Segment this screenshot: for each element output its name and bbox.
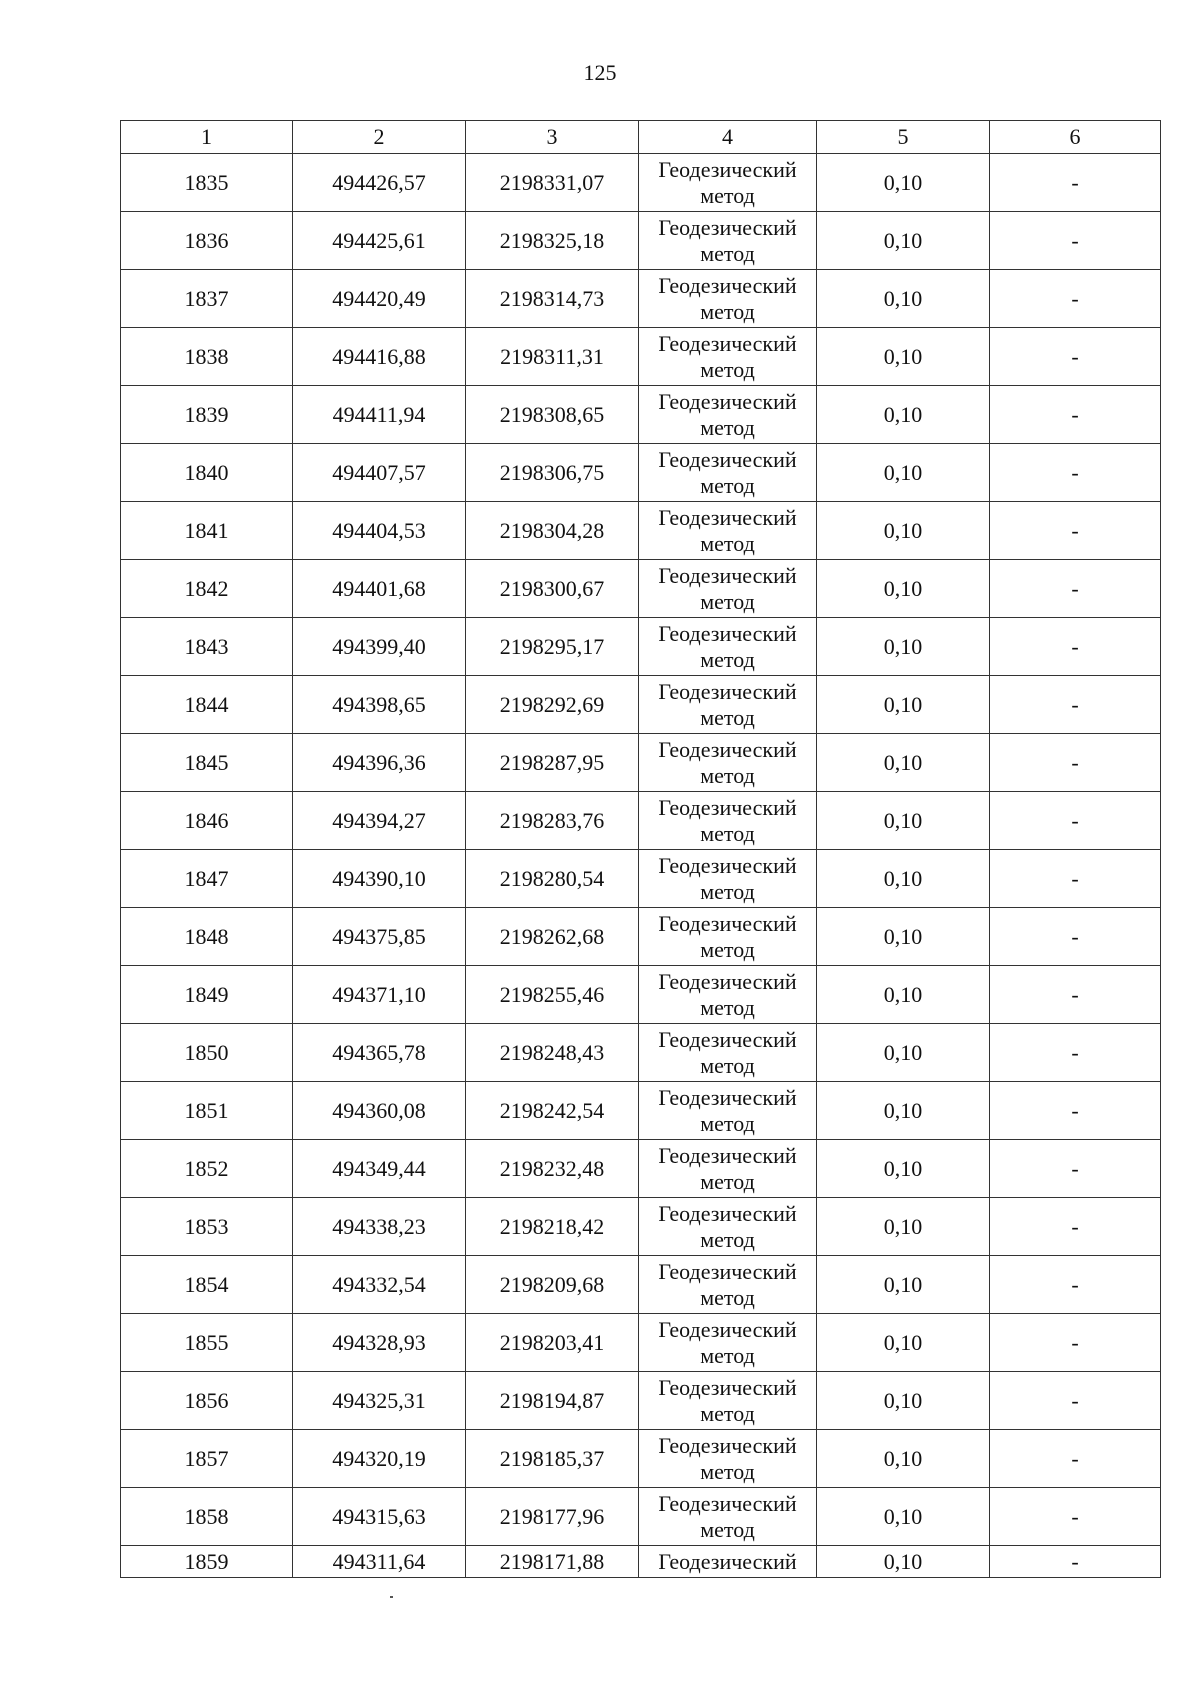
point-number-cell: 1837	[121, 270, 293, 328]
method-line-1: Геодезический	[658, 388, 797, 414]
table-row	[121, 502, 1161, 560]
y-coordinate-cell: 2198283,76	[466, 792, 639, 850]
x-coordinate-cell: 494311,64	[293, 1546, 466, 1578]
method-line-2: метод	[700, 298, 755, 324]
method-line-2: метод	[700, 820, 755, 846]
x-coordinate-cell: 494375,85	[293, 908, 466, 966]
note-cell: -	[990, 1430, 1161, 1488]
point-number-cell: 1849	[121, 966, 293, 1024]
accuracy-cell: 0,10	[817, 444, 990, 502]
y-coordinate-cell: 2198255,46	[466, 966, 639, 1024]
x-coordinate-cell: 494396,36	[293, 734, 466, 792]
x-coordinate-cell: 494394,27	[293, 792, 466, 850]
point-number-cell: 1855	[121, 1314, 293, 1372]
table-row	[121, 966, 1161, 1024]
method-line-2: метод	[700, 240, 755, 266]
method-line-2: метод	[700, 1226, 755, 1252]
method-line-1: Геодезический	[658, 446, 797, 472]
accuracy-cell: 0,10	[817, 1082, 990, 1140]
method-line-2: метод	[700, 1516, 755, 1542]
method-line-1: Геодезический	[658, 156, 797, 182]
table-row	[121, 1488, 1161, 1546]
table-row	[121, 1372, 1161, 1430]
accuracy-cell: 0,10	[817, 270, 990, 328]
method-cell	[639, 1314, 817, 1372]
y-coordinate-cell: 2198295,17	[466, 618, 639, 676]
note-cell: -	[990, 618, 1161, 676]
table-row	[121, 1198, 1161, 1256]
x-coordinate-cell: 494411,94	[293, 386, 466, 444]
method-line-1: Геодезический	[658, 910, 797, 936]
method-line-1: Геодезический	[658, 1432, 797, 1458]
point-number-cell: 1857	[121, 1430, 293, 1488]
x-coordinate-cell: 494404,53	[293, 502, 466, 560]
column-header-4: 4	[639, 121, 817, 154]
table-row	[121, 676, 1161, 734]
table-row	[121, 560, 1161, 618]
x-coordinate-cell: 494371,10	[293, 966, 466, 1024]
y-coordinate-cell: 2198262,68	[466, 908, 639, 966]
method-line-1: Геодезический	[658, 1490, 797, 1516]
method-cell	[639, 908, 817, 966]
point-number-cell: 1843	[121, 618, 293, 676]
y-coordinate-cell: 2198325,18	[466, 212, 639, 270]
note-cell: -	[990, 328, 1161, 386]
table-row	[121, 792, 1161, 850]
method-line-2: метод	[700, 1168, 755, 1194]
x-coordinate-cell: 494407,57	[293, 444, 466, 502]
method-cell	[639, 1140, 817, 1198]
page-number: 125	[583, 60, 617, 85]
method-cell	[639, 676, 817, 734]
method-line-2: метод	[700, 414, 755, 440]
table-row	[121, 212, 1161, 270]
note-cell: -	[990, 444, 1161, 502]
method-line-1: Геодезический	[658, 272, 797, 298]
note-cell: -	[990, 850, 1161, 908]
accuracy-cell: 0,10	[817, 560, 990, 618]
x-coordinate-cell: 494338,23	[293, 1198, 466, 1256]
y-coordinate-cell: 2198300,67	[466, 560, 639, 618]
note-cell: -	[990, 154, 1161, 212]
table-row	[121, 1314, 1161, 1372]
point-number-cell: 1853	[121, 1198, 293, 1256]
method-line-1: Геодезический	[658, 504, 797, 530]
note-cell: -	[990, 502, 1161, 560]
x-coordinate-cell: 494426,57	[293, 154, 466, 212]
method-line-2: метод	[700, 646, 755, 672]
point-number-cell: 1838	[121, 328, 293, 386]
point-number-cell: 1841	[121, 502, 293, 560]
accuracy-cell: 0,10	[817, 850, 990, 908]
x-coordinate-cell: 494325,31	[293, 1372, 466, 1430]
y-coordinate-cell: 2198171,88	[466, 1546, 639, 1578]
method-cell	[639, 1024, 817, 1082]
method-cell	[639, 386, 817, 444]
y-coordinate-cell: 2198248,43	[466, 1024, 639, 1082]
note-cell: -	[990, 1256, 1161, 1314]
y-coordinate-cell: 2198232,48	[466, 1140, 639, 1198]
method-line-2: метод	[700, 1458, 755, 1484]
y-coordinate-cell: 2198242,54	[466, 1082, 639, 1140]
method-line-2: метод	[700, 936, 755, 962]
x-coordinate-cell: 494416,88	[293, 328, 466, 386]
x-coordinate-cell: 494365,78	[293, 1024, 466, 1082]
x-coordinate-cell: 494328,93	[293, 1314, 466, 1372]
x-coordinate-cell: 494332,54	[293, 1256, 466, 1314]
method-line-1: Геодезический	[658, 852, 797, 878]
x-coordinate-cell: 494399,40	[293, 618, 466, 676]
table-row	[121, 1140, 1161, 1198]
accuracy-cell: 0,10	[817, 618, 990, 676]
note-cell: -	[990, 270, 1161, 328]
method-cell	[639, 154, 817, 212]
note-cell: -	[990, 560, 1161, 618]
column-header-6: 6	[990, 121, 1161, 154]
point-number-cell: 1854	[121, 1256, 293, 1314]
accuracy-cell: 0,10	[817, 1430, 990, 1488]
coordinates-table	[120, 120, 1161, 1578]
note-cell: -	[990, 1314, 1161, 1372]
accuracy-cell: 0,10	[817, 212, 990, 270]
note-cell: -	[990, 1140, 1161, 1198]
table-row	[121, 908, 1161, 966]
method-line-1: Геодезический	[658, 1374, 797, 1400]
x-coordinate-cell: 494425,61	[293, 212, 466, 270]
accuracy-cell: 0,10	[817, 676, 990, 734]
y-coordinate-cell: 2198331,07	[466, 154, 639, 212]
table-row	[121, 154, 1161, 212]
method-cell	[639, 444, 817, 502]
note-cell: -	[990, 1372, 1161, 1430]
y-coordinate-cell: 2198311,31	[466, 328, 639, 386]
method-line-2: метод	[700, 472, 755, 498]
note-cell: -	[990, 1546, 1161, 1578]
method-cell	[639, 328, 817, 386]
y-coordinate-cell: 2198292,69	[466, 676, 639, 734]
point-number-cell: 1839	[121, 386, 293, 444]
table-row	[121, 386, 1161, 444]
method-cell	[639, 1372, 817, 1430]
accuracy-cell: 0,10	[817, 154, 990, 212]
accuracy-cell: 0,10	[817, 1024, 990, 1082]
point-number-cell: 1852	[121, 1140, 293, 1198]
accuracy-cell: 0,10	[817, 1546, 990, 1578]
method-line-2: метод	[700, 1110, 755, 1136]
method-line-1: Геодезический	[658, 562, 797, 588]
method-cell	[639, 560, 817, 618]
point-number-cell: 1845	[121, 734, 293, 792]
method-line-2: метод	[700, 994, 755, 1020]
stray-ink-mark	[390, 1596, 393, 1598]
note-cell: -	[990, 676, 1161, 734]
method-line-1: Геодезический	[658, 968, 797, 994]
y-coordinate-cell: 2198314,73	[466, 270, 639, 328]
method-cell	[639, 502, 817, 560]
method-line-2: метод	[700, 588, 755, 614]
table-row	[121, 1546, 1161, 1578]
accuracy-cell: 0,10	[817, 1198, 990, 1256]
y-coordinate-cell: 2198203,41	[466, 1314, 639, 1372]
method-line-1: Геодезический	[658, 678, 797, 704]
accuracy-cell: 0,10	[817, 1256, 990, 1314]
column-header-3: 3	[466, 121, 639, 154]
method-cell	[639, 850, 817, 908]
table-row	[121, 1082, 1161, 1140]
method-line-1: Геодезический	[658, 736, 797, 762]
table-row	[121, 850, 1161, 908]
accuracy-cell: 0,10	[817, 1314, 990, 1372]
note-cell: -	[990, 212, 1161, 270]
method-line-2: метод	[700, 762, 755, 788]
table-body	[121, 154, 1161, 1578]
method-line-2: метод	[700, 878, 755, 904]
note-cell: -	[990, 908, 1161, 966]
accuracy-cell: 0,10	[817, 1140, 990, 1198]
method-line-2: метод	[700, 1342, 755, 1368]
accuracy-cell: 0,10	[817, 1372, 990, 1430]
method-line-2: метод	[700, 356, 755, 382]
y-coordinate-cell: 2198218,42	[466, 1198, 639, 1256]
point-number-cell: 1848	[121, 908, 293, 966]
table-header-row	[121, 121, 1161, 154]
y-coordinate-cell: 2198308,65	[466, 386, 639, 444]
point-number-cell: 1840	[121, 444, 293, 502]
table-row	[121, 1024, 1161, 1082]
column-header-5: 5	[817, 121, 990, 154]
method-line-2: метод	[700, 182, 755, 208]
column-header-1: 1	[121, 121, 293, 154]
note-cell: -	[990, 966, 1161, 1024]
method-line-2: метод	[700, 1052, 755, 1078]
method-line-1: Геодезический	[658, 794, 797, 820]
method-cell	[639, 734, 817, 792]
method-cell	[639, 270, 817, 328]
point-number-cell: 1847	[121, 850, 293, 908]
accuracy-cell: 0,10	[817, 386, 990, 444]
table-row	[121, 1430, 1161, 1488]
y-coordinate-cell: 2198177,96	[466, 1488, 639, 1546]
y-coordinate-cell: 2198306,75	[466, 444, 639, 502]
note-cell: -	[990, 792, 1161, 850]
point-number-cell: 1836	[121, 212, 293, 270]
method-line-1: Геодезический	[658, 330, 797, 356]
point-number-cell: 1856	[121, 1372, 293, 1430]
point-number-cell: 1850	[121, 1024, 293, 1082]
y-coordinate-cell: 2198287,95	[466, 734, 639, 792]
x-coordinate-cell: 494420,49	[293, 270, 466, 328]
point-number-cell: 1844	[121, 676, 293, 734]
method-line-2: метод	[700, 530, 755, 556]
x-coordinate-cell: 494401,68	[293, 560, 466, 618]
y-coordinate-cell: 2198304,28	[466, 502, 639, 560]
point-number-cell: 1835	[121, 154, 293, 212]
note-cell: -	[990, 734, 1161, 792]
table-row	[121, 328, 1161, 386]
method-cell	[639, 1256, 817, 1314]
x-coordinate-cell: 494315,63	[293, 1488, 466, 1546]
table-row	[121, 618, 1161, 676]
method-line-1: Геодезический	[658, 1258, 797, 1284]
y-coordinate-cell: 2198194,87	[466, 1372, 639, 1430]
method-line-1: Геодезический	[658, 620, 797, 646]
point-number-cell: 1851	[121, 1082, 293, 1140]
x-coordinate-cell: 494349,44	[293, 1140, 466, 1198]
y-coordinate-cell: 2198185,37	[466, 1430, 639, 1488]
method-cell	[639, 212, 817, 270]
note-cell: -	[990, 1024, 1161, 1082]
method-line-2: метод	[700, 1284, 755, 1310]
y-coordinate-cell: 2198209,68	[466, 1256, 639, 1314]
method-line-2: метод	[700, 704, 755, 730]
method-line-2: метод	[700, 1400, 755, 1426]
y-coordinate-cell: 2198280,54	[466, 850, 639, 908]
point-number-cell: 1858	[121, 1488, 293, 1546]
accuracy-cell: 0,10	[817, 1488, 990, 1546]
note-cell: -	[990, 1488, 1161, 1546]
x-coordinate-cell: 494390,10	[293, 850, 466, 908]
method-cell	[639, 618, 817, 676]
method-cell	[639, 1546, 817, 1578]
method-cell	[639, 966, 817, 1024]
accuracy-cell: 0,10	[817, 328, 990, 386]
accuracy-cell: 0,10	[817, 502, 990, 560]
note-cell: -	[990, 386, 1161, 444]
table-row	[121, 734, 1161, 792]
method-line-1: Геодезический	[658, 1548, 797, 1574]
method-cell	[639, 1430, 817, 1488]
method-line-1: Геодезический	[658, 1142, 797, 1168]
x-coordinate-cell: 494398,65	[293, 676, 466, 734]
table-row	[121, 444, 1161, 502]
note-cell: -	[990, 1082, 1161, 1140]
method-line-1: Геодезический	[658, 1084, 797, 1110]
method-line-1: Геодезический	[658, 1316, 797, 1342]
x-coordinate-cell: 494320,19	[293, 1430, 466, 1488]
table-row	[121, 1256, 1161, 1314]
method-line-1: Геодезический	[658, 1200, 797, 1226]
x-coordinate-cell: 494360,08	[293, 1082, 466, 1140]
accuracy-cell: 0,10	[817, 966, 990, 1024]
method-cell	[639, 1198, 817, 1256]
table-row	[121, 270, 1161, 328]
column-header-2: 2	[293, 121, 466, 154]
note-cell: -	[990, 1198, 1161, 1256]
method-line-1: Геодезический	[658, 1026, 797, 1052]
method-cell	[639, 1082, 817, 1140]
point-number-cell: 1859	[121, 1546, 293, 1578]
accuracy-cell: 0,10	[817, 734, 990, 792]
method-cell	[639, 792, 817, 850]
method-line-1: Геодезический	[658, 214, 797, 240]
point-number-cell: 1846	[121, 792, 293, 850]
method-cell	[639, 1488, 817, 1546]
accuracy-cell: 0,10	[817, 792, 990, 850]
accuracy-cell: 0,10	[817, 908, 990, 966]
point-number-cell: 1842	[121, 560, 293, 618]
